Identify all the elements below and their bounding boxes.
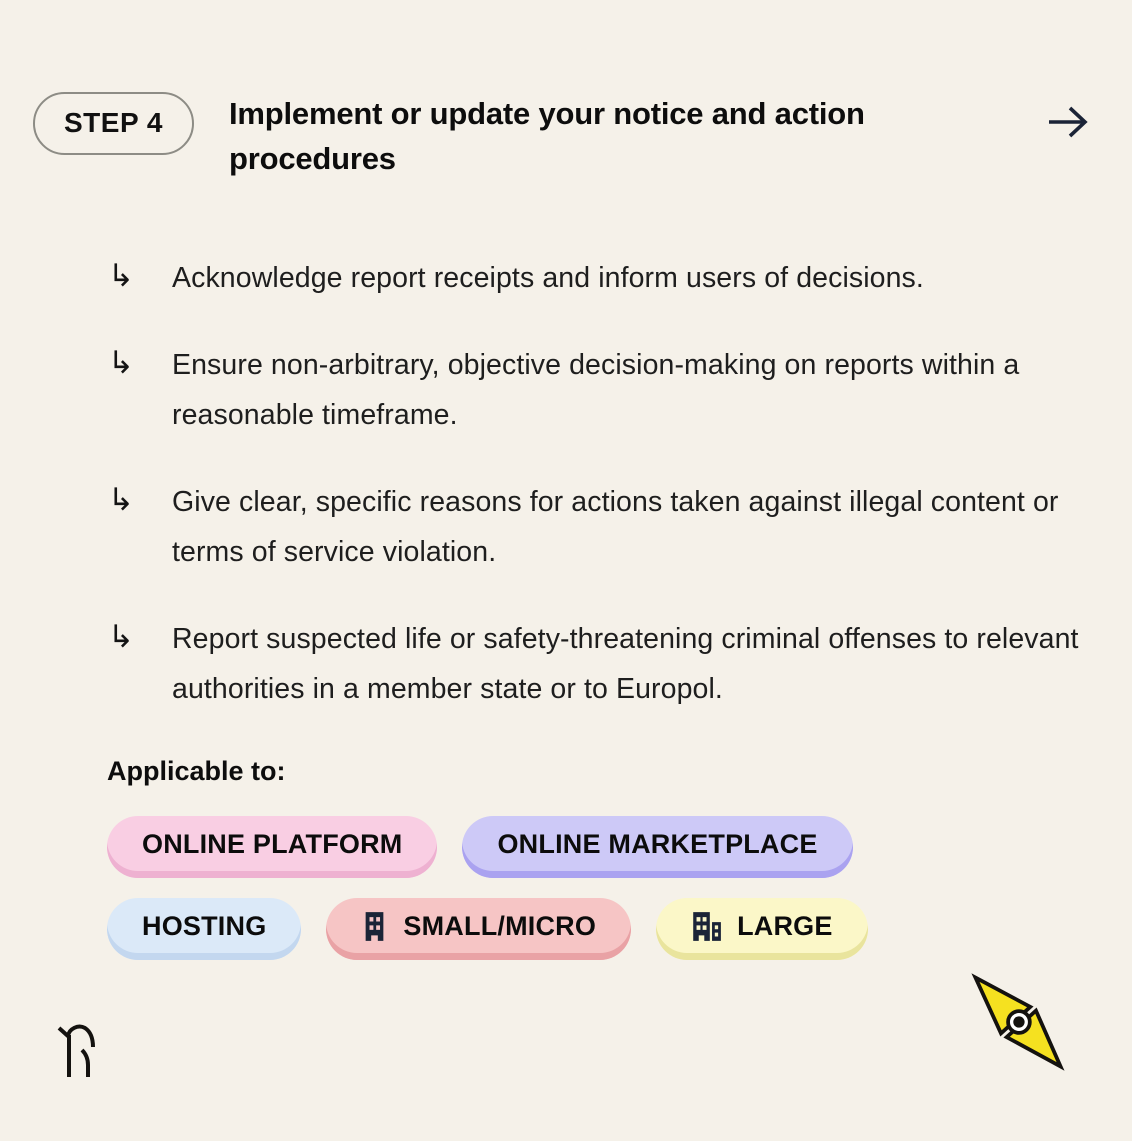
branch-arrow-icon: ↳	[108, 258, 134, 294]
step-badge	[33, 92, 194, 155]
building-icon	[361, 911, 388, 942]
bullet-text: Give clear, specific reasons for actions taken against illegal content or terms of service violation.	[172, 486, 1059, 568]
list-item	[108, 340, 1092, 440]
branch-arrow-icon: ↳	[108, 619, 134, 655]
tag-label: LARGE	[737, 910, 833, 941]
step-badge-label: STEP 4	[64, 107, 163, 138]
brand-logo	[54, 1021, 101, 1084]
arrow-right-icon	[1046, 127, 1090, 144]
list-item	[108, 477, 1092, 577]
bullet-text: Report suspected life or safety-threatening criminal offenses to relevant authorities in a member state or to Europol.	[172, 623, 1079, 705]
tag-label: ONLINE PLATFORM	[142, 828, 403, 859]
branch-arrow-icon: ↳	[108, 482, 134, 518]
next-step-arrow[interactable]	[1046, 104, 1090, 145]
page-title: Implement or update your notice and action procedures	[228, 96, 865, 176]
bullet-list	[108, 253, 1092, 714]
header	[0, 0, 1132, 181]
bullet-text: Acknowledge report receipts and inform users of decisions.	[172, 262, 924, 294]
compass-icon	[966, 968, 1070, 1081]
tag-online-marketplace	[462, 816, 852, 878]
branch-arrow-icon: ↳	[108, 345, 134, 381]
list-item	[108, 614, 1092, 714]
tag-label: ONLINE MARKETPLACE	[497, 828, 818, 859]
tag-small-micro	[326, 898, 631, 960]
tag-label: SMALL/MICRO	[403, 910, 597, 941]
tag-list	[107, 816, 1027, 960]
tag-label: HOSTING	[142, 910, 267, 941]
tag-large	[656, 898, 868, 960]
list-item	[108, 253, 1092, 303]
buildings-icon	[691, 911, 722, 942]
applicable-to-label: Applicable to:	[107, 756, 286, 786]
bullet-text: Ensure non-arbitrary, objective decision-making on reports within a reasonable timeframe.	[172, 349, 1020, 431]
tag-online-platform	[107, 816, 437, 878]
tag-hosting	[107, 898, 301, 960]
